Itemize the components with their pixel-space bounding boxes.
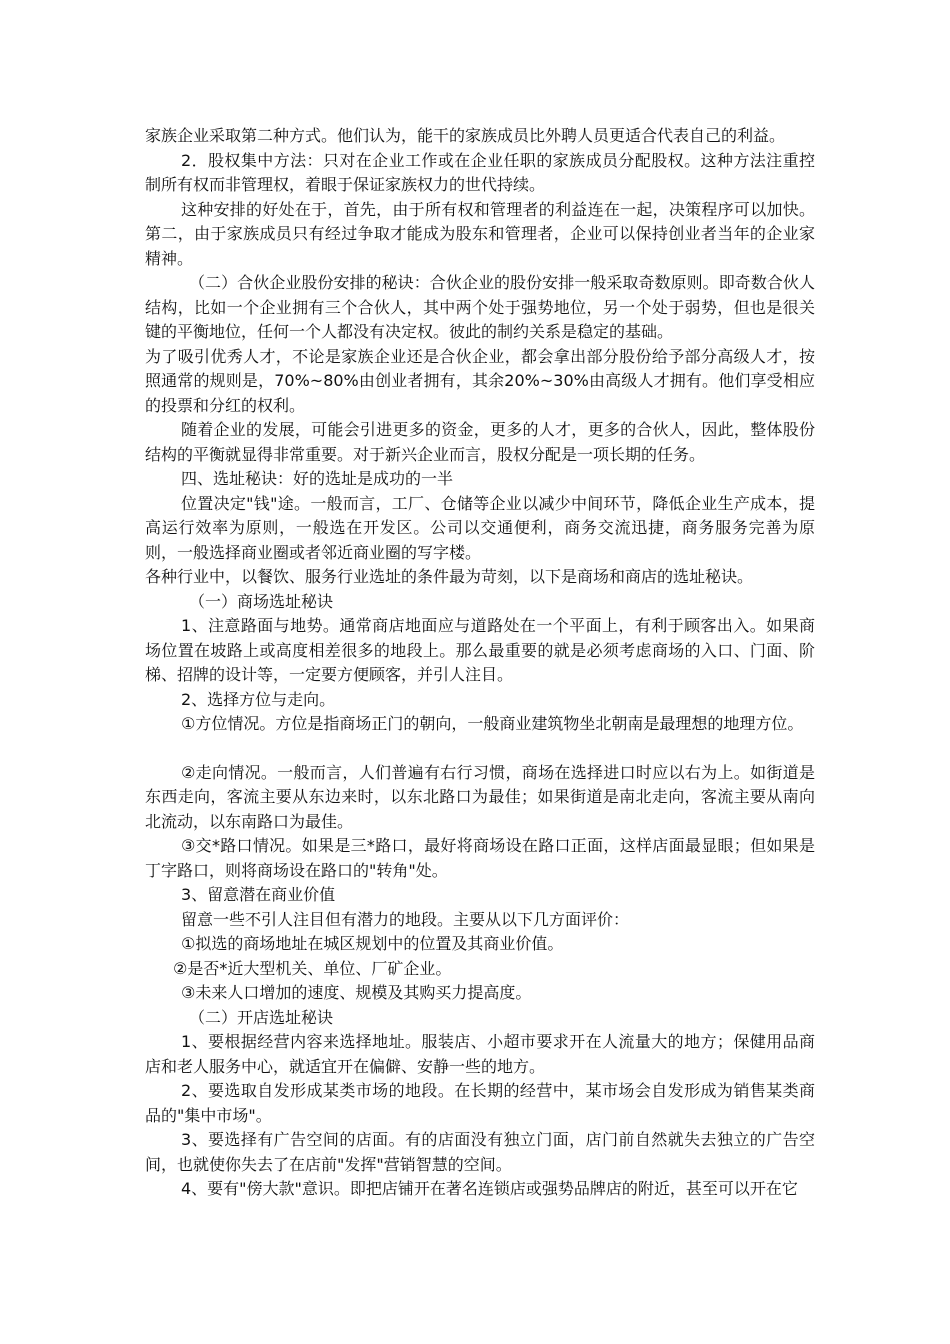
paragraph-intersection-situation: ③交*路口情况。如果是三*路口，最好将商场设在路口正面，这样店面最显眼；但如果是丁字路口，则将商场设在路口的"转角"处。 xyxy=(145,836,815,880)
paragraph-enterprise-growth: 随着企业的发展，可能会引进更多的资金，更多的人才，更多的合伙人，因此，整体股份结构的平衡就显得非常重要。对于新兴企业而言，股权分配是一项长期的任务。 xyxy=(145,420,815,464)
paragraph-road-and-terrain: 1、注意路面与地势。通常商店地面应与道路处在一个平面上，有利于顾客出入。如果商场位置在坡路上或高度相差很多的地段上。那么最重要的就是必须考虑商场的入口、门面、阶梯、招牌的设计等，一定要方便顾客，并引人注目。 xyxy=(145,616,815,684)
paragraph-location-decides-profit: 位置决定"钱"途。一般而言，工厂、仓储等企业以减少中间环节，降低企业生产成本，提高运行效率为原则，一般选在开发区。公司以交通便利，商务交流迅捷，商务服务完善为原则，一般选择商业圈或者邻近商业圈的写字楼。 xyxy=(145,493,815,562)
list-item-near-institutions: ②是否*近大型机关、单位、厂矿企业。 xyxy=(173,958,452,978)
paragraph-orientation-situation: ①方位情况。方位是指商场正门的朝向，一般商业建筑物坐北朝南是最理想的地理方位。 xyxy=(181,714,804,733)
paragraph-advertising-space: 3、要选择有广告空间的店面。有的店面没有独立门面，店门前自然就失去独立的广告空间，也就使你失去了在店前"发挥"营销智慧的空间。 xyxy=(145,1130,815,1174)
subheading-shop-site-selection: （二）开店选址秘诀 xyxy=(189,1007,334,1027)
paragraph-equity-concentration: 2．股权集中方法：只对在企业工作或在企业任职的家族成员分配股权。这种方法注重控制所有权而非管理权，着眼于保证家族权力的世代持续。 xyxy=(145,150,815,194)
subheading-mall-site-selection: （一）商场选址秘诀 xyxy=(189,591,334,611)
paragraph-arrangement-benefits: 这种安排的好处在于，首先，由于所有权和管理者的利益连在一起，决策程序可以加快。第二，由于家族成员只有经过争取才能成为股东和管理者，企业可以保持创业者当年的企业家精神。 xyxy=(145,199,815,268)
paragraph-business-content: 1、要根据经营内容来选择地址。服装店、小超市要求开在人流量大的地方；保健用品商店和老人服务中心，就适宜开在偏僻、安静一些的地方。 xyxy=(145,1032,815,1076)
list-item-city-planning: ①拟选的商场地址在城区规划中的位置及其商业价值。 xyxy=(181,934,564,953)
paragraph-spontaneous-market: 2、要选取自发形成某类市场的地段。在长期的经营中，某市场会自发形成为销售某类商品的"集中市场"。 xyxy=(145,1081,815,1125)
document-body xyxy=(145,124,815,1202)
paragraph-attract-talent: 为了吸引优秀人才，不论是家族企业还是合伙企业，都会拿出部分股份给予部分高级人才，按照通常的规则是，70%~80%由创业者拥有，其余20%~30%由高级人才拥有。他们享受相应的投票和分红的权利。 xyxy=(145,346,815,415)
paragraph-near-big-brands: 4、要有"傍大款"意识。即把店铺开在著名连锁店或强势品牌店的附近，甚至可以开在它 xyxy=(181,1179,798,1198)
paragraph-family-enterprise-second-method: 家族企业采取第二种方式。他们认为，能干的家族成员比外聘人员更适合代表自己的利益。 xyxy=(145,126,786,145)
paragraph-direction-situation: ②走向情况。一般而言，人们普遍有右行习惯，商场在选择进口时应以右为上。如街道是东西走向，客流主要从东边来时，以东北路口为最佳；如果街道是南北走向，客流主要从南向北流动，以东南路口为最佳。 xyxy=(145,762,815,831)
paragraph-partnership-shares: （二）合伙企业股份安排的秘诀：合伙企业的股份安排一般采取奇数原则。即奇数合伙人结构，比如一个企业拥有三个合伙人，其中两个处于强势地位，另一个处于弱势，但也是很关键的平衡地位，任何一个人都没有决定权。彼此的制约关系是稳定的基础。 xyxy=(145,273,815,341)
paragraph-potential-value-heading: 3、留意潜在商业价值 xyxy=(181,885,336,904)
list-item-population-growth: ③未来人口增加的速度、规模及其购买力提高度。 xyxy=(181,983,532,1002)
section-heading-site-selection: 四、选址秘诀：好的选址是成功的一半 xyxy=(181,469,454,488)
paragraph-potential-value-intro: 留意一些不引人注目但有潜力的地段。主要从以下几方面评价： xyxy=(181,909,630,929)
paragraph-orientation-heading: 2、选择方位与走向。 xyxy=(181,689,336,709)
paragraph-industry-requirements: 各种行业中，以餐饮、服务行业选址的条件最为苛刻，以下是商场和商店的选址秘诀。 xyxy=(145,567,754,586)
